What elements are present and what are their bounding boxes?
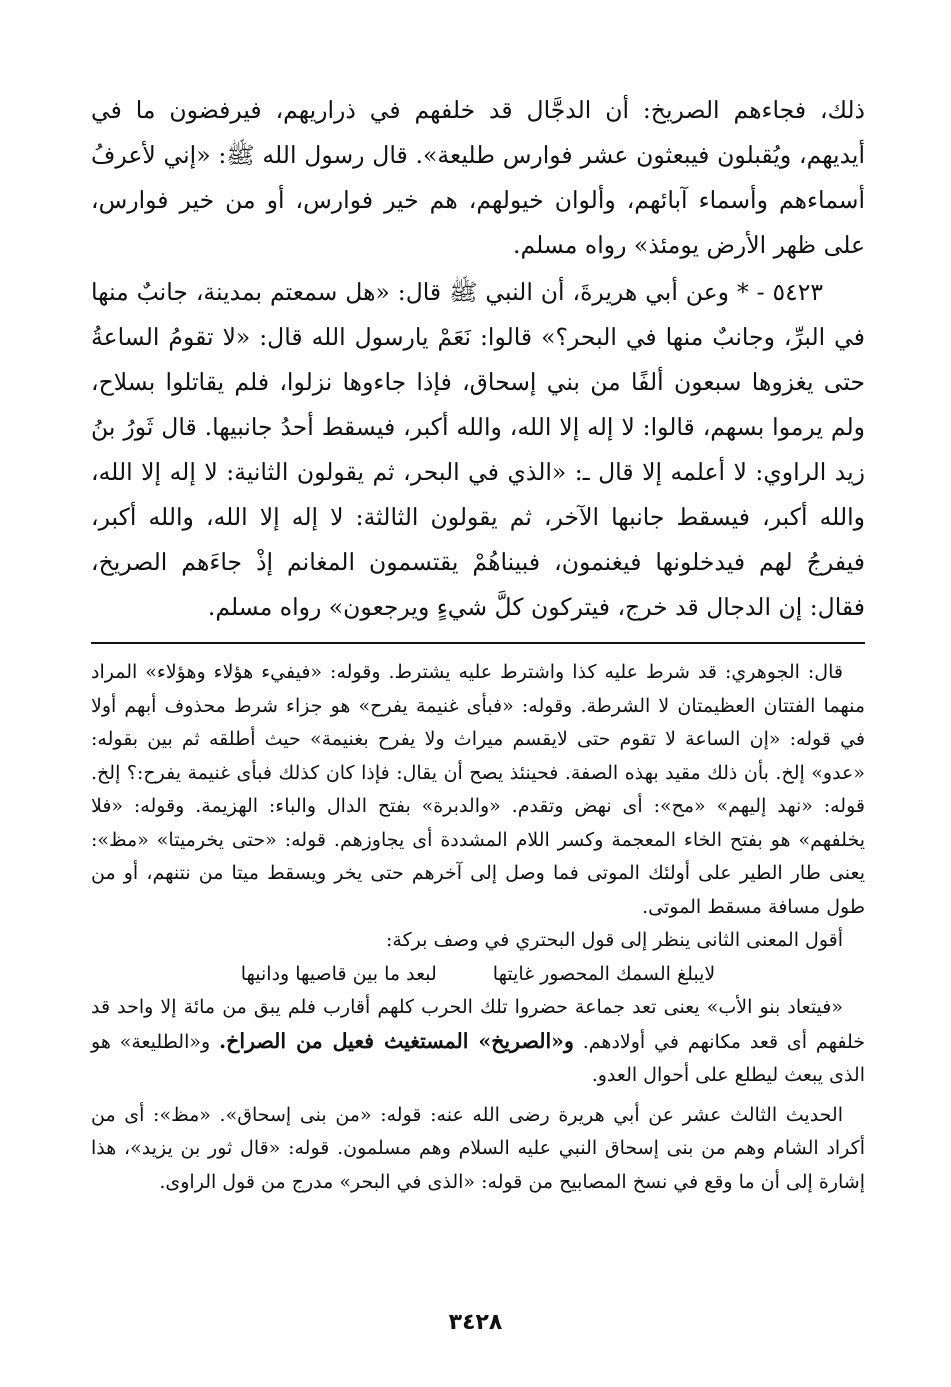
poem-verse xyxy=(91,958,865,992)
page-body xyxy=(91,88,865,1199)
page-number: ٣٤٢٨ xyxy=(448,1310,503,1335)
continuation-paragraph: ذلك، فجاءهم الصريخ: أن الدجَّال قد خلفهم في ذراريهم، فيرفضون ما في أيديهم، ويُقبلون فيبعثون عشر فوارس طليعة». قال رسول الله ﷺ: «إني لأعرفُ أسماءهم وأسماء آبائهم، وألوان خيولهم، هم خير فوارس، أو من خير فوارس، على ظهر الأرض يومئذ» رواه مسلم. xyxy=(91,96,865,259)
main-text xyxy=(91,88,865,630)
verse-second-hemistich: لبعد ما بين قاصيها ودانيها xyxy=(240,962,437,985)
commentary-bold-definition: و«الصريخ» المستغيث فعيل من الصراخ. xyxy=(219,1028,574,1053)
footnote-divider xyxy=(91,642,865,644)
commentary-paragraph-3 xyxy=(91,991,865,1093)
commentary-paragraph-1: قال: الجوهري: قد شرط عليه كذا واشترط عليه يشترط. وقوله: «فيفيء هؤلاء وهؤلاء» المراد منهما الفتتان العظيمتان لا الشرطة. وقوله: «فبأى غنيمة يفرح» هو جزاء شرط محذوف أبهم أولا في قوله: «إن الساعة لا تقوم حتى لايقسم ميراث ولا يفرح بغنيمة» حيث أطلقه ثم بين بقوله: «عدو» إلخ. بأن ذلك مقيد بهذه الصفة. فحينئذ يصح أن يقال: فإذا كان كذلك فبأى غنيمة يفرح:؟ إلخ. قوله: «نهد إليهم» «مح»: أى نهض وتقدم. «والدبرة» بفتح الدال والباء: الهزيمة. وقوله: «فلا يخلفهم» هو بفتح الخاء المعجمة وكسر اللام المشددة أى يجاوزهم. قوله: «حتى يخرميتا» «مظ»: يعنى طار الطير على أولئك الموتى فما وصل إلى آخرهم حتى يخر ويسقط ميتا من نتنهم، أو من طول مسافة مسقط الموتى. xyxy=(91,661,865,918)
commentary-paragraph-3-text: «فيتعاد بنو الأب» يعنى تعد جماعة حضروا تلك الحرب كلهم أقارب فلم يبق من مائة إلا واحد قد خلفهم أى قعد مكانهم في أولادهم. xyxy=(91,996,865,1053)
commentary-notes xyxy=(91,656,865,1199)
verse-first-hemistich: لايبلغ السمك المحصور غايتها xyxy=(492,962,716,985)
commentary-paragraph-3-tail: و«الطليعة» هو الذى يبعث ليطلع على أحوال العدو. xyxy=(91,1030,865,1086)
commentary-paragraph-4: الحديث الثالث عشر عن أبي هريرة رضى الله عنه: قوله: «من بنى إسحاق». «مظ»: أى من أكراد الشام وهم من بنى إسحاق النبي عليه السلام وهم مسلمون. قوله: «قال ثور بن يزيد»، هذا إشارة إلى أن ما وقع في نسخ المصابيح من قوله: «الذى في البحر» مدرج من قول الراوى. xyxy=(91,1103,865,1193)
commentary-poem-intro: أقول المعنى الثانى ينظر إلى قول البحتري في وصف بركة: xyxy=(386,929,843,951)
hadith-5423-paragraph: ٥٤٢٣ - * وعن أبي هريرةَ، أن النبي ﷺ قال: «هل سمعتم بمدينة، جانبٌ منها في البرِّ، وجانبٌ منها في البحر؟» قالوا: نَعَمْ يارسول الله قال: «لا تقومُ الساعةُ حتى يغزوها سبعون ألفًا من بني إسحاق، فإذا جاءوها نزلوا، فلم يقاتلوا بسلاح، ولم يرموا بسهم، قالوا: لا إله إلا الله، والله أكبر، فيسقط أحدُ جانبيها. قال ثَورُ بنُ زيد الراوي: لا أعلمه إلا قال ـ: «الذي في البحر، ثم يقولون الثانية: لا إله إلا الله، والله أكبر، فيسقط جانبها الآخر، ثم يقولون الثالثة: لا إله إلا الله، والله أكبر، فيفرجُ لهم فيدخلونها فيغنمون، فبيناهُمْ يقتسمون المغانم إذْ جاءَهم الصريخ، فقال: إن الدجال قد خرج، فيتركون كلَّ شيءٍ ويرجعون» رواه مسلم. xyxy=(91,278,865,621)
